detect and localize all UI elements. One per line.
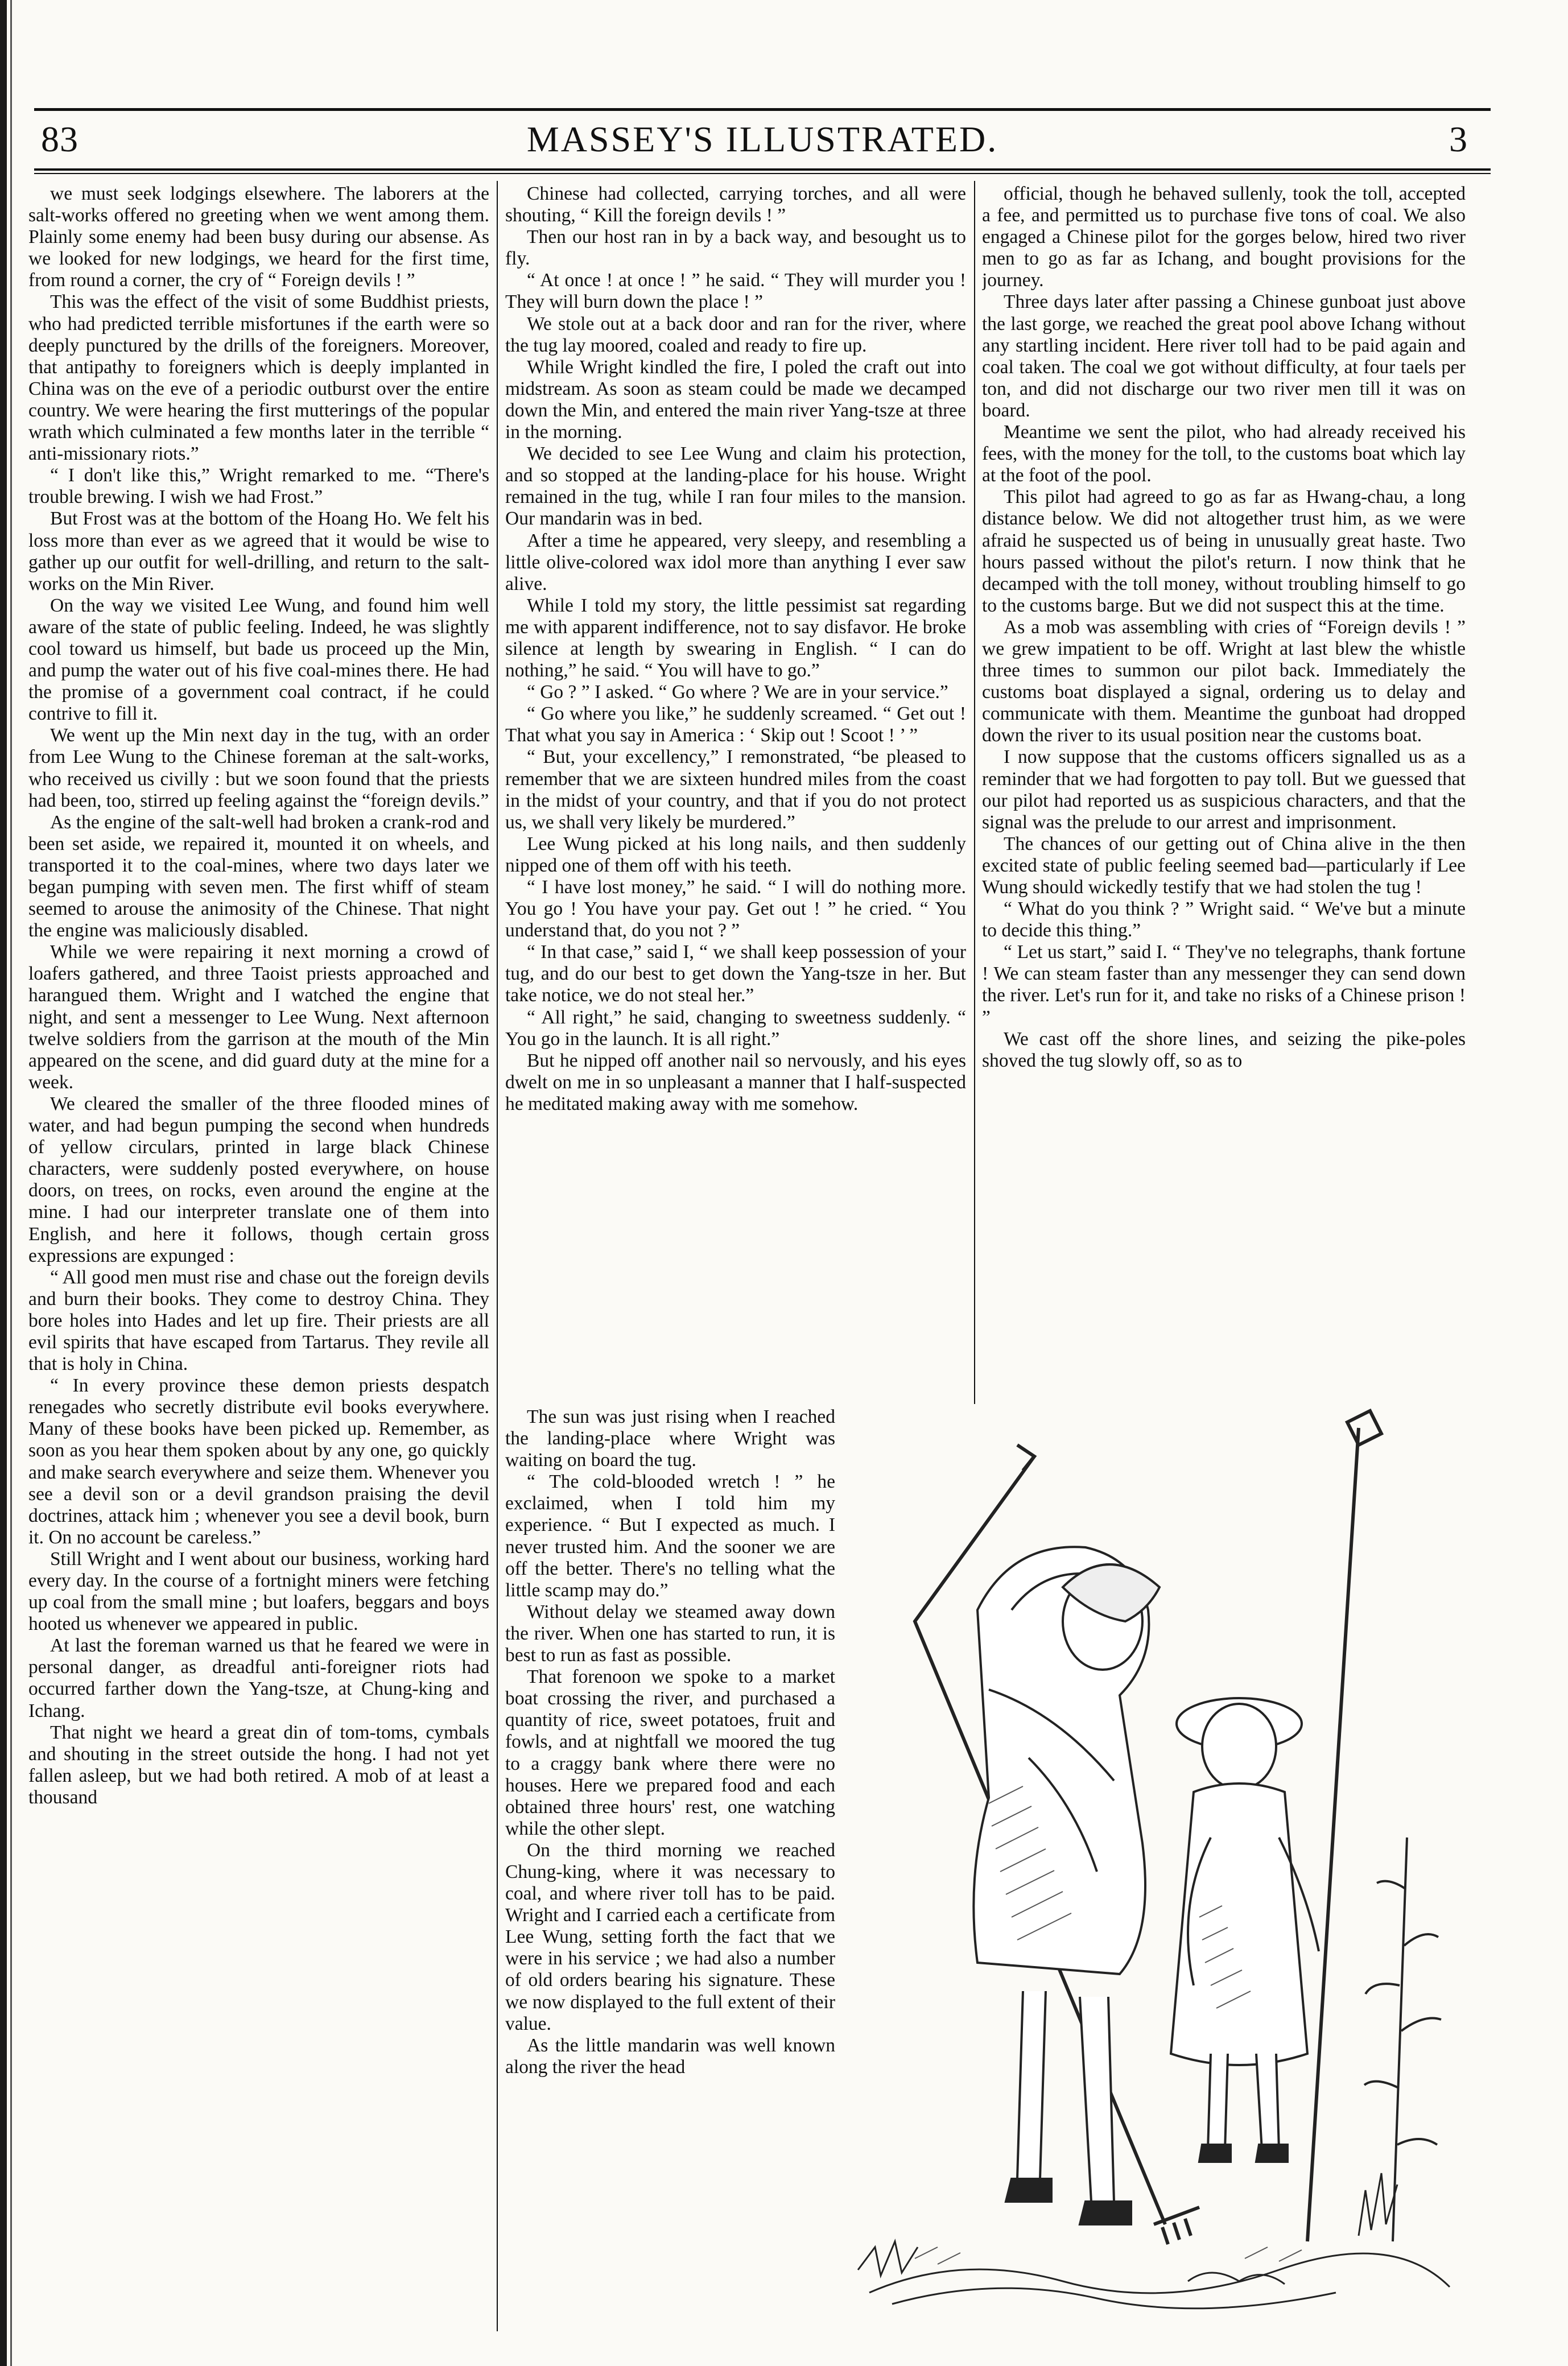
- paragraph: After a time he appeared, very sleepy, and resembling a little olive-colored wax idol more than anything I ever saw alive.: [505, 530, 966, 594]
- article-column-2: [505, 183, 966, 1406]
- paragraph: “ But, your excellency,” I remonstrated, “be pleased to remember that we are sixteen hundred miles from the coast in the midst of your country, and that if you do not protect us, we shall very likely be murdered.”: [505, 746, 966, 833]
- paragraph: As the engine of the salt-well had broken a crank-rod and been set aside, we repaired it, mounted it on wheels, and transported it to the coal-mines, where two days later we began pumping with seven men. The first whiff of steam seemed to arouse the animosity of the Chinese. That night the engine was maliciously disabled.: [28, 811, 489, 942]
- paragraph: “ I have lost money,” he said. “ I will do nothing more. You go ! You have your pay. Get out ! ” he cried. “ You understand that, do you not ? ”: [505, 877, 966, 942]
- paragraph: “ In that case,” said I, “ we shall keep possession of your tug, and do our best to get down the Yang-tsze in her. But take notice, we do not steal her.”: [505, 942, 966, 1006]
- issue-number: 83: [41, 119, 79, 159]
- paragraph: While we were repairing it next morning a crowd of loafers gathered, and three Taoist priests approached and harangued them. Wright and I watched the engine that night, and sent a messenger to Lee Wung. Next afternoon twelve soldiers from the garrison at the mouth of the Min appeared on the scene, and did guard duty at the mine for a week.: [28, 942, 489, 1093]
- paragraph: Meantime we sent the pilot, who had already received his fees, with the money for the toll, to the customs boat which lay at the foot of the pool.: [982, 422, 1466, 486]
- article-column-2-continued: [505, 1406, 835, 2328]
- plant-stalk: [1364, 1838, 1441, 2241]
- paragraph: “ Go where you like,” he suddenly screamed. “ Get out ! That what you say in America : ‘ Skip out ! Scoot ! ’ ”: [505, 703, 966, 746]
- paragraph: But he nipped off another nail so nervously, and his eyes dwelt on me in so unpleasant a manner that I half-suspected he meditated making away with me somehow.: [505, 1050, 966, 1114]
- paragraph: But Frost was at the bottom of the Hoang Ho. We felt his loss more than ever as we agreed that it would be wise to gather up our outfit for well-drilling, and return to the salt-works on the Min River.: [28, 508, 489, 594]
- hoe-tool: [1307, 1411, 1381, 2241]
- paragraph: We cleared the smaller of the three flooded mines of water, and had begun pumping the second when hundreds of yellow circulars, printed in large black Chinese characters, were suddenly posted everywhere, on house doors, on trees, on rocks, even around the engine at the mine. I had our interpreter translate one of them into English, and here it follows, though certain gross expressions are expunged :: [28, 1093, 489, 1266]
- paragraph: On the third morning we reached Chung-king, where it was necessary to coal, and where river toll has to be paid. Wright and I carried each a certificate from Lee Wung, setting forth the fact that we were in his service ; we had also a number of old orders bearing his signature. These we now displayed to the full extent of their value.: [505, 1839, 835, 2034]
- paragraph: “ All right,” he said, changing to sweetness suddenly. “ You go in the launch. It is all right.”: [505, 1006, 966, 1050]
- paragraph: Without delay we steamed away down the river. When one has started to run, it is best to run as fast as possible.: [505, 1601, 835, 1666]
- paragraph: Chinese had collected, carrying torches, and all were shouting, “ Kill the foreign devils ! ”: [505, 183, 966, 226]
- paragraph: “ Let us start,” said I. “ They've no telegraphs, thank fortune ! We can steam faster than any messenger they can send down the river. Let's run for it, and take no risks of a Chinese prison ! ”: [982, 942, 1466, 1028]
- binding-edge: [0, 0, 7, 2366]
- paragraph: While Wright kindled the fire, I poled the craft out into midstream. As soon as steam could be made we decamped down the Min, and entered the main river Yang-tsze at three in the morning.: [505, 356, 966, 443]
- paragraph: Three days later after passing a Chinese gunboat just above the last gorge, we reached the great pool above Ichang without any startling incident. Here river toll had to be paid again and coal taken. The coal we got without difficulty, at four taels per ton, and did not discharge our two river men till it was on board.: [982, 291, 1466, 421]
- paragraph: Then our host ran in by a back way, and besought us to fly.: [505, 226, 966, 270]
- page-number: 3: [1449, 119, 1468, 159]
- page-header: [34, 117, 1491, 162]
- paragraph: This pilot had agreed to go as far as Hwang-chau, a long distance below. We did not altogether trust him, as we were afraid he suspected us of being in unusually great haste. Two hours passed without the pilot's return. I now think that he decamped with the toll money, without troubling himself to go to the customs barge. But we did not suspect this at the time.: [982, 486, 1466, 616]
- paragraph: That forenoon we spoke to a market boat crossing the river, and purchased a quantity of rice, sweet potatoes, fruit and fowls, and at nightfall we moored the tug to a craggy bank where there were no houses. Here we prepared food and each obtained three hours' rest, one watching while the other slept.: [505, 1666, 835, 1839]
- paragraph: We cast off the shore lines, and seizing the pike-poles shoved the tug slowly off, so as to: [982, 1028, 1466, 1071]
- paragraph: “ In every province these demon priests despatch renegades who secretly distribute evil books everywhere. Many of these books have been picked up. Remember, as soon as you hear them spoken about by any one, go quickly and make search everywhere and seize them. Whenever you see a devil son or a devil grandson praising the devil doctrines, attack him ; whenever you see a devil book, burn it. On no account be careless.”: [28, 1375, 489, 1548]
- paragraph: “ I don't like this,” Wright remarked to me. “There's trouble brewing. I wish we had Frost.”: [28, 465, 489, 508]
- younger-child-figure: [1171, 1698, 1319, 2162]
- paragraph: Lee Wung picked at his long nails, and then suddenly nipped one of them off with his teeth.: [505, 833, 966, 876]
- paragraph: The sun was just rising when I reached the landing-place where Wright was waiting on board the tug.: [505, 1406, 835, 1471]
- masthead-title: MASSEY'S ILLUSTRATED.: [526, 119, 998, 159]
- paragraph: While I told my story, the little pessimist sat regarding me with apparent indifference, not to say disfavor. He broke silence at length by swearing in English. “ I can do nothing,” he said. “ You will have to go.”: [505, 594, 966, 682]
- paragraph: “ What do you think ? ” Wright said. “ We've but a minute to decide this thing.”: [982, 898, 1466, 942]
- paragraph: “ The cold-blooded wretch ! ” he exclaimed, when I told him my experience. “ But I expected as much. I never trusted him. And the sooner we are off the better. There's no telling what the little scamp may do.”: [505, 1471, 835, 1601]
- older-girl-figure: [973, 1547, 1160, 2224]
- paragraph: “ At once ! at once ! ” he said. “ They will murder you ! They will burn down the place ! ”: [505, 270, 966, 313]
- paragraph: We decided to see Lee Wung and claim his protection, and so stopped at the landing-place for his house. Wright remained in the tug, while I ran four miles to the mansion. Our mandarin was in bed.: [505, 443, 966, 530]
- paragraph: official, though he behaved sullenly, took the toll, accepted a fee, and permitted us to purchase five tons of coal. We also engaged a Chinese pilot for the gorges below, hired two river men to go as far as Ichang, and bought provisions for the journey.: [982, 183, 1466, 291]
- article-column-1: [28, 183, 489, 2328]
- paragraph: Still Wright and I went about our business, working hard every day. In the course of a fortnight miners were fetching up coal from the small mine ; but loafers, beggars and boys hooted us whenever we appeared in public.: [28, 1548, 489, 1635]
- paragraph: “ Go ? ” I asked. “ Go where ? We are in your service.”: [527, 682, 948, 703]
- column-divider-1: [497, 181, 498, 2331]
- paragraph: As a mob was assembling with cries of “Foreign devils ! ” we grew impatient to be off. Wright at last blew the whistle three times to summon our pilot back. Immediately the customs boat displayed a signal, ordering us to delay and communicate with them. Meantime the gunboat had dropped down the river to its usual position near the customs boat.: [982, 616, 1466, 746]
- paragraph: The chances of our getting out of China alive in the then excited state of public feeling seemed bad—particularly if Lee Wung should wickedly testify that we had stolen the tug !: [982, 833, 1466, 898]
- paragraph: We stole out at a back door and ran for the river, where the tug lay moored, coaled and ready to fire up.: [505, 313, 966, 356]
- paragraph: we must seek lodgings elsewhere. The laborers at the salt-works offered no greeting when we went among them. Plainly some enemy had been busy during our absense. As we looked for new lodgings, we heard for the first time, from round a corner, the cry of “ Foreign devils ! ”: [28, 183, 489, 291]
- column-divider-2: [974, 181, 975, 1404]
- binding-edge-line: [10, 0, 12, 2366]
- paragraph: “ All good men must rise and chase out the foreign devils and burn their books. They come to destroy China. They bore holes into Hades and let up fire. Their priests are all evil spirits that have escaped from Tartarus. They revile all that is holy in China.: [28, 1266, 489, 1375]
- engraving-illustration: [847, 1405, 1472, 2332]
- article-column-3: [982, 183, 1466, 1401]
- paragraph: On the way we visited Lee Wung, and found him well aware of the state of public feeling. Indeed, he was slightly cool toward us himself, but bade us proceed up the Min, and pump the water out of his five coal-mines there. He had the promise of a government coal contract, if he could contrive to fill it.: [28, 594, 489, 725]
- header-bottom-rule: [34, 168, 1491, 171]
- paragraph: I now suppose that the customs officers signalled us as a reminder that we had forgotten to pay toll. But we guessed that our pilot had reported us as suspicious characters, and that the signal was the prelude to our arrest and imprisonment.: [982, 746, 1466, 833]
- paragraph: As the little mandarin was well known along the river the head: [505, 2034, 835, 2078]
- paragraph: That night we heard a great din of tom-toms, cymbals and shouting in the street outside the hong. I had not yet fallen asleep, but we had both retired. A mob of at least a thousand: [28, 1721, 489, 1808]
- paragraph: This was the effect of the visit of some Buddhist priests, who had predicted terrible misfortunes if the earth were so deeply punctured by the drills of the foreigners. Moreover, that antipathy to foreigners which is deeply implanted in China was on the eve of a periodic outburst over the entire country. We were hearing the first mutterings of the popular wrath which culminated a few months later in the terrible “ anti-missionary riots.”: [28, 291, 489, 465]
- paragraph: We went up the Min next day in the tug, with an order from Lee Wung to the Chinese foreman at the salt-works, who received us civilly : but we soon found that the priests had been, too, stirred up feeling against the “foreign devils.”: [28, 725, 489, 811]
- header-top-rule: [34, 108, 1491, 111]
- paragraph: At last the foreman warned us that he feared we were in personal danger, as dreadful anti-foreigner riots had occurred farther down the Yang-tsze, at Chung-king and Ichang.: [28, 1635, 489, 1721]
- header-bottom-rule-thin: [34, 173, 1491, 174]
